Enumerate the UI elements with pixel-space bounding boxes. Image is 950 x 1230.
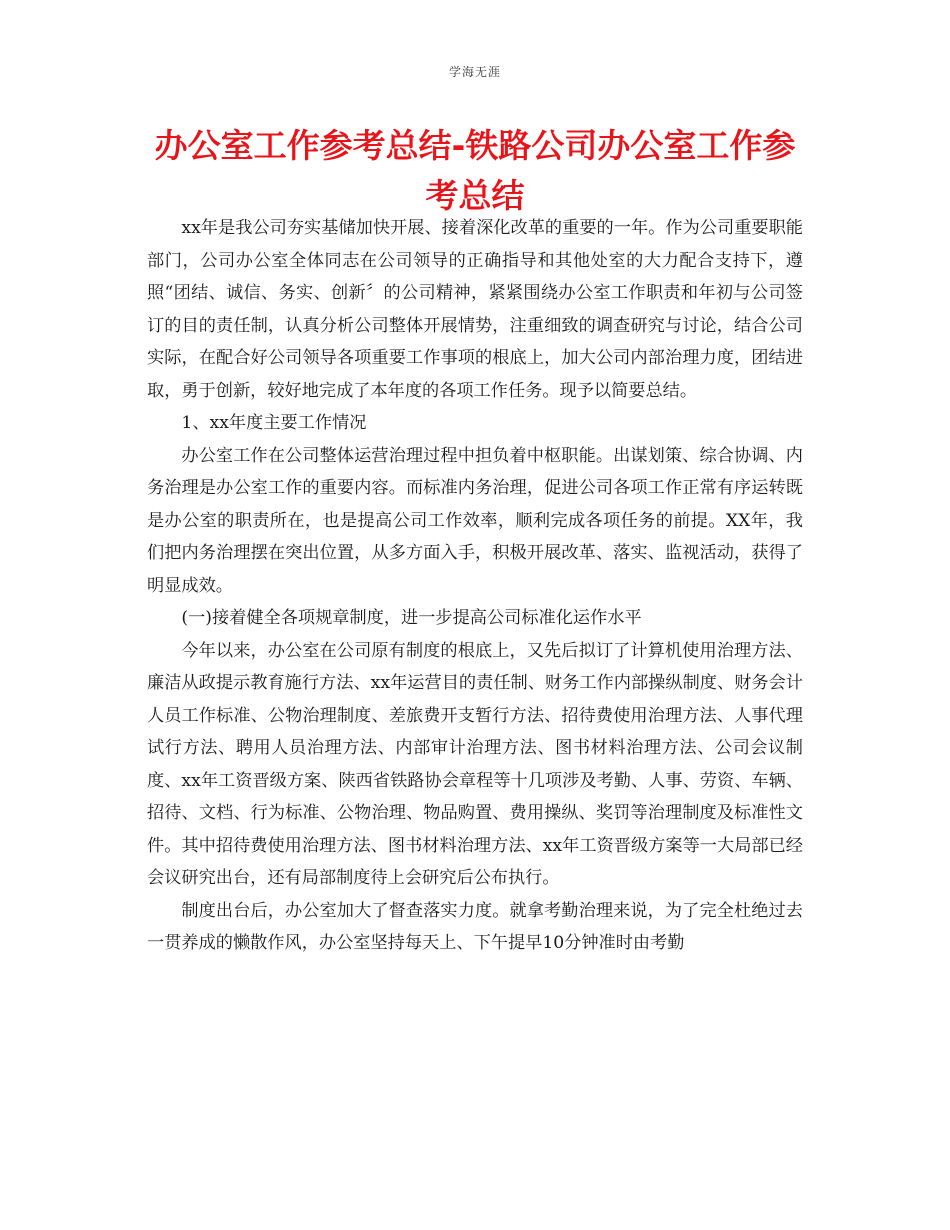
document-title: 办公室工作参考总结-铁路公司办公室工作参考总结 [154,126,796,215]
section-heading-1: 1、xx年度主要工作情况 [181,413,367,433]
paragraph-overview: 办公室工作在公司整体运营治理过程中担负着中枢职能。出谋划策、综合协调、内务治理是办公室工作的重要内容。而标准内务治理，促进公司各项工作正常有序运转既是办公室的职责所在，也是提高公司工作效率，顺利完成各项任务的前提。XX年，我们把内务治理摆在突出位置，从多方面入手，积极开展改革、落实、监视活动，获得了明显成效。 [147,445,803,596]
paragraph-regulations: 今年以来，办公室在公司原有制度的根底上，又先后拟订了计算机使用治理方法、廉洁从政提示教育施行方法、xx年运营目的责任制、财务工作内部操纵制度、财务会计人员工作标准、公物治理制度、差旅费开支暂行方法、招待费使用治理方法、人事代理试行方法、聘用人员治理方法、内部审计治理方法、图书材料治理方法、公司会议制度、xx年工资晋级方案、陕西省铁路协会章程等十几项涉及考勤、人事、劳资、车辆、招待、文档、行为标准、公物治理、物品购置、费用操纵、奖罚等治理制度及标准性文件。其中招待费使用治理方法、图书材料治理方法、xx年工资晋级方案等一大局部已经会议研究出台，还有局部制度待上会研究后公布执行。 [147,640,803,888]
paragraph-intro: xx年是我公司夯实基储加快开展、接着深化改革的重要的一年。作为公司重要职能部门，公司办公室全体同志在公司领导的正确指导和其他处室的大力配合支持下，遵照“团结、诚信、务实、创新〞的公司精神，紧紧围绕办公室工作职责和年初与公司签订的目的责任制，认真分析公司整体开展情势，注重细致的调查研究与讨论，结合公司实际，在配合好公司领导各项重要工作事项的根底上，加大公司内部治理力度，团结进取，勇于创新，较好地完成了本年度的各项工作任务。现予以简要总结。 [147,218,803,401]
document-body [147,212,803,960]
paragraph-enforcement: 制度出台后，办公室加大了督查落实力度。就拿考勤治理来说，为了完全杜绝过去一贯养成的懒散作风，办公室坚持每天上、下午提早10分钟准时由考勤 [147,900,803,953]
subsection-heading-1: (一)接着健全各项规章制度，进一步提高公司标准化运作水平 [181,608,642,628]
page-header: 学海无涯 [448,65,501,79]
